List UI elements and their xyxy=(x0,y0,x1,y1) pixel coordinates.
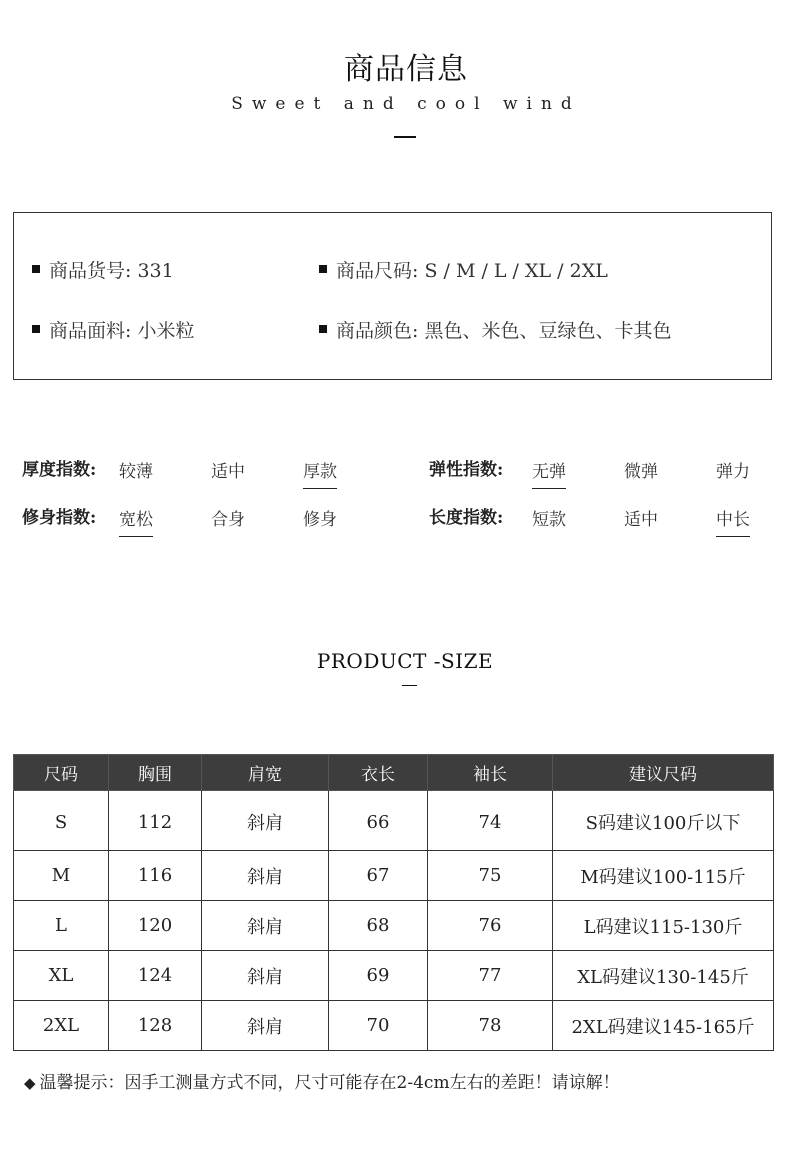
diamond-icon: ◆ xyxy=(24,1074,36,1092)
table-cell: 120 xyxy=(109,901,202,951)
note-text: 温馨提示：因手工测量方式不同，尺寸可能存在2-4cm左右的差距！请谅解！ xyxy=(39,1073,620,1093)
table-cell: 70 xyxy=(329,1001,428,1051)
square-bullet-icon xyxy=(319,265,327,273)
info-color xyxy=(319,316,671,343)
index-option-selected: 中长 xyxy=(716,505,750,537)
table-cell: 75 xyxy=(428,851,553,901)
table-row xyxy=(14,851,774,901)
table-cell: 66 xyxy=(329,791,428,851)
table-row xyxy=(14,951,774,1001)
size-title-divider xyxy=(402,685,417,686)
table-cell: 斜肩 xyxy=(202,1001,329,1051)
product-info-box xyxy=(13,212,772,380)
index-option-selected: 宽松 xyxy=(119,505,153,537)
square-bullet-icon xyxy=(32,265,40,273)
table-cell: M xyxy=(14,851,109,901)
index-label: 修身指数: xyxy=(22,508,97,528)
index-option-selected: 厚款 xyxy=(303,457,337,489)
info-color-label: 商品颜色: xyxy=(336,320,419,342)
header-cell: 胸围 xyxy=(109,755,202,791)
page-subtitle: Sweet and cool wind xyxy=(231,94,581,114)
info-color-value: 黑色、米色、豆绿色、卡其色 xyxy=(424,320,672,342)
table-cell: 124 xyxy=(109,951,202,1001)
table-cell: 斜肩 xyxy=(202,791,329,851)
index-option: 适中 xyxy=(624,510,658,530)
index-option: 弹力 xyxy=(716,462,750,482)
table-cell: 78 xyxy=(428,1001,553,1051)
table-cell: 67 xyxy=(329,851,428,901)
info-sku-value: 331 xyxy=(137,260,174,282)
info-size-label: 商品尺码: xyxy=(336,260,419,282)
header-cell: 尺码 xyxy=(14,755,109,791)
header-cell: 衣长 xyxy=(329,755,428,791)
index-label: 长度指数: xyxy=(429,508,504,528)
index-label: 弹性指数: xyxy=(429,460,504,480)
table-cell: 69 xyxy=(329,951,428,1001)
square-bullet-icon xyxy=(32,325,40,333)
size-table xyxy=(13,754,774,1051)
table-cell: 116 xyxy=(109,851,202,901)
index-option: 短款 xyxy=(532,510,566,530)
header-cell: 建议尺码 xyxy=(553,755,774,791)
measurement-note xyxy=(24,1068,620,1093)
page-title: 商品信息 xyxy=(344,52,468,87)
info-size-value: S / M / L / XL / 2XL xyxy=(424,260,608,282)
table-cell: 68 xyxy=(329,901,428,951)
index-option: 较薄 xyxy=(119,462,153,482)
table-cell: 斜肩 xyxy=(202,951,329,1001)
header-cell: 肩宽 xyxy=(202,755,329,791)
table-cell: 77 xyxy=(428,951,553,1001)
table-row xyxy=(14,791,774,851)
index-option-selected: 无弹 xyxy=(532,457,566,489)
table-cell: S xyxy=(14,791,109,851)
index-option: 合身 xyxy=(211,510,245,530)
table-row xyxy=(14,1001,774,1051)
table-cell: XL xyxy=(14,951,109,1001)
table-cell: XL码建议130-145斤 xyxy=(553,951,774,1001)
square-bullet-icon xyxy=(319,325,327,333)
table-header-row xyxy=(14,755,774,791)
index-label: 厚度指数: xyxy=(22,460,97,480)
table-cell: S码建议100斤以下 xyxy=(553,791,774,851)
info-fabric xyxy=(32,316,194,343)
table-cell: M码建议100-115斤 xyxy=(553,851,774,901)
table-cell: 128 xyxy=(109,1001,202,1051)
info-sku-label: 商品货号: xyxy=(49,260,132,282)
table-cell: 76 xyxy=(428,901,553,951)
index-option: 适中 xyxy=(211,462,245,482)
size-section-title: PRODUCT -SIZE xyxy=(316,649,494,673)
table-cell: 74 xyxy=(428,791,553,851)
table-cell: 斜肩 xyxy=(202,851,329,901)
table-cell: L xyxy=(14,901,109,951)
info-fabric-value: 小米粒 xyxy=(137,320,195,342)
table-cell: 2XL码建议145-165斤 xyxy=(553,1001,774,1051)
table-cell: 2XL xyxy=(14,1001,109,1051)
info-size xyxy=(319,256,608,283)
table-cell: 斜肩 xyxy=(202,901,329,951)
header-cell: 袖长 xyxy=(428,755,553,791)
table-cell: 112 xyxy=(109,791,202,851)
info-fabric-label: 商品面料: xyxy=(49,320,132,342)
info-sku xyxy=(32,256,174,283)
index-option: 修身 xyxy=(303,510,337,530)
title-divider xyxy=(394,136,416,138)
table-row xyxy=(14,901,774,951)
table-cell: L码建议115-130斤 xyxy=(553,901,774,951)
index-option: 微弹 xyxy=(624,462,658,482)
